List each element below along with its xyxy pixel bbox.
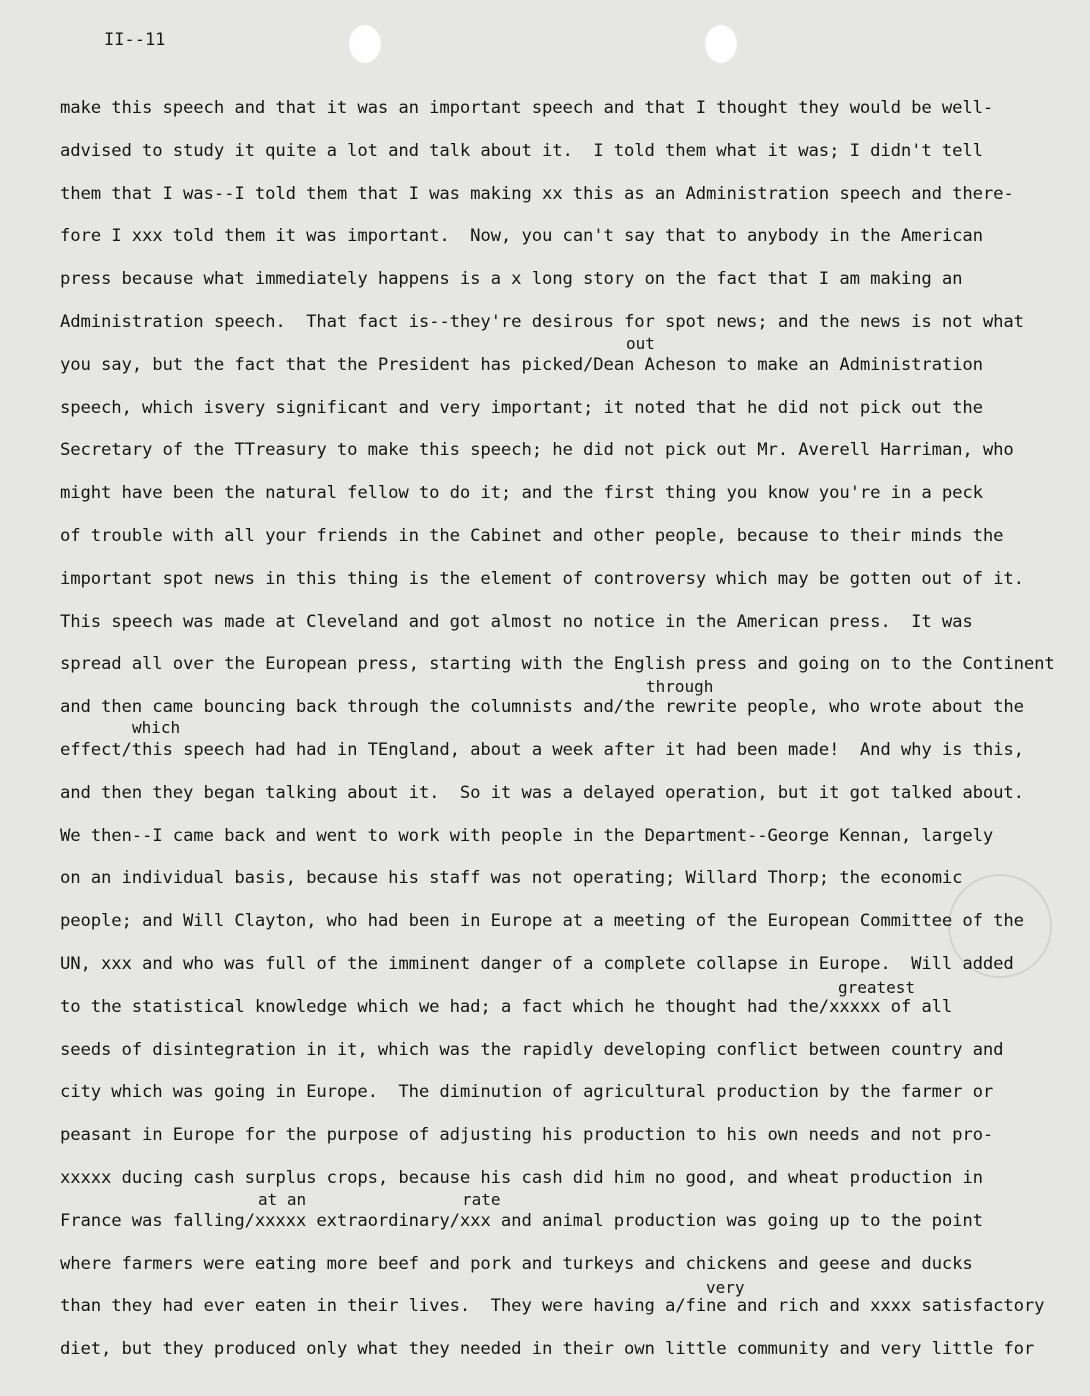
text-line: where farmers were eating more beef and pork and turkeys and chickens and geese and ducks [60, 1253, 973, 1274]
text-line: and then they began talking about it. So it was a delayed operation, but it got talked about. [60, 782, 1024, 803]
text-line: make this speech and that it was an important speech and that I thought they would be well- [60, 98, 994, 118]
text-line: city which was going in Europe. The diminution of agricultural production by the farmer or [60, 1082, 994, 1103]
text-line: seeds of disintegration in it, which was the rapidly developing conflict between country and [60, 1039, 1004, 1060]
text-line: Secretary of the TTreasury to make this speech; he did not pick out Mr. Averell Harriman, who [60, 440, 1014, 461]
text-line: people; and Will Clayton, who had been in Europe at a meeting of the European Committee of the [60, 911, 1024, 932]
text-line: xxxxx ducing cash surplus crops, because his cash did him no good, and wheat production in [60, 1168, 983, 1188]
punch-hole-left [348, 24, 382, 64]
interlinear-insert: greatest [838, 978, 916, 997]
interlinear-insert: out [626, 334, 655, 353]
text-line: speech, which isvery significant and very important; it noted that he did not pick out the [60, 397, 983, 418]
text-line: important spot news in this thing is the element of controversy which may be gotten out of it. [60, 568, 1024, 589]
text-line: diet, but they produced only what they needed in their own little community and very little for [60, 1339, 1035, 1360]
page-number: II--11 [104, 30, 166, 50]
text-line: peasant in Europe for the purpose of adjusting his production to his own needs and not pro- [60, 1125, 994, 1146]
text-line: them that I was--I told them that I was making xx this as an Administration speech and there- [60, 183, 1014, 204]
text-line: you say, but the fact that the President has picked/Dean Acheson to make an Administration [60, 354, 983, 375]
text-line: spread all over the European press, starting with the English press and going on to the Continent [60, 654, 1055, 675]
text-line: advised to study it quite a lot and talk about it. I told them what it was; I didn't tell [60, 140, 983, 161]
text-line: effect/this speech had had in TEngland, about a week after it had been made! And why is this, [60, 740, 1024, 760]
punch-hole-right [704, 24, 738, 64]
interlinear-insert: which [132, 718, 181, 737]
interlinear-insert: through [646, 677, 714, 696]
interlinear-insert: rate [462, 1190, 501, 1209]
text-line: and then came bouncing back through the columnists and/the rewrite people, who wrote about the [60, 697, 1024, 718]
text-line: We then--I came back and went to work with people in the Department--George Kennan, largely [60, 825, 994, 846]
text-line: Administration speech. That fact is--they're desirous for spot news; and the news is not what [60, 312, 1024, 332]
text-line: on an individual basis, because his staff was not operating; Willard Thorp; the economic [60, 868, 963, 889]
text-line: press because what immediately happens is a x long story on the fact that I am making an [60, 269, 963, 290]
interlinear-insert: at an [258, 1190, 307, 1209]
interlinear-insert: very [706, 1278, 745, 1297]
text-line: UN, xxx and who was full of the imminent danger of a complete collapse in Europe. Will added [60, 954, 1014, 974]
text-line: fore I xxx told them it was important. Now, you can't say that to anybody in the American [60, 226, 983, 247]
text-line: might have been the natural fellow to do it; and the first thing you know you're in a peck [60, 483, 983, 504]
text-line: of trouble with all your friends in the Cabinet and other people, because to their minds the [60, 526, 1004, 546]
text-line: France was falling/xxxxx extraordinary/xxx and animal production was going up to the point [60, 1210, 983, 1231]
text-line: than they had ever eaten in their lives. They were having a/fine and rich and xxxx satisfactory [60, 1296, 1045, 1317]
text-line: This speech was made at Cleveland and got almost no notice in the American press. It was [60, 611, 973, 632]
text-line: to the statistical knowledge which we had; a fact which he thought had the/xxxxx of all [60, 996, 953, 1017]
